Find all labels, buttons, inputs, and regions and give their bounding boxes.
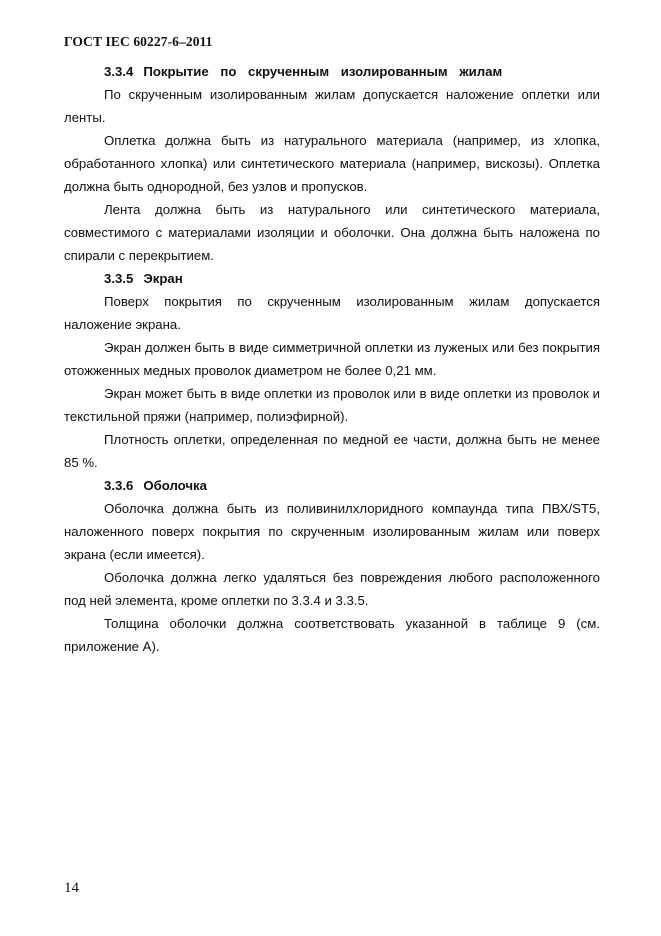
section-heading-3-3-4 bbox=[64, 60, 600, 83]
paragraph: Экран должен быть в виде симметричной оплетки из луженых или без покрытия отожженных медных проволок диаметром не более 0,21 мм. bbox=[64, 340, 600, 378]
paragraph: Оплетка должна быть из натурального материала (например, из хлопка, обработанного хлопка) или синтетического материала (например, вискозы). Оплетка должна быть однородной, без узлов и пропусков. bbox=[64, 133, 600, 194]
paragraph: Оболочка должна легко удаляться без повреждения любого расположенного под ней элемента, кроме оплетки по 3.3.4 и 3.3.5. bbox=[64, 570, 600, 608]
document-code-header: ГОСТ IEC 60227-6–2011 bbox=[64, 34, 213, 49]
document-body bbox=[64, 60, 600, 658]
paragraph: Экран может быть в виде оплетки из проволок или в виде оплетки из проволок и текстильной пряжи (например, полиэфирной). bbox=[64, 386, 600, 424]
section-number: 3.3.4 bbox=[104, 64, 134, 79]
section-number: 3.3.6 bbox=[104, 478, 134, 493]
section-title: Оболочка bbox=[143, 478, 207, 493]
paragraph: Толщина оболочки должна соответствовать указанной в таблице 9 (см. приложение А). bbox=[64, 616, 600, 654]
section-title: Экран bbox=[143, 271, 183, 286]
section-heading-3-3-5 bbox=[64, 267, 600, 290]
section-number: 3.3.5 bbox=[104, 271, 134, 286]
paragraph: Оболочка должна быть из поливинилхлоридного компаунда типа ПВХ/ST5, наложенного поверх покрытия по скрученным изолированным жилам или поверх экрана (если имеется). bbox=[64, 501, 600, 562]
paragraph: Лента должна быть из натурального или синтетического материала, совместимого с материалами изоляции и оболочки. Она должна быть наложена по спирали с перекрытием. bbox=[64, 202, 600, 263]
paragraph: Поверх покрытия по скрученным изолированным жилам допускается наложение экрана. bbox=[64, 294, 600, 332]
section-heading-3-3-6 bbox=[64, 474, 600, 497]
section-title: Покрытие по скрученным изолированным жилам bbox=[143, 64, 503, 79]
page-number: 14 bbox=[64, 880, 79, 896]
paragraph: Плотность оплетки, определенная по медной ее части, должна быть не менее 85 %. bbox=[64, 432, 600, 470]
paragraph: По скрученным изолированным жилам допускается наложение оплетки или ленты. bbox=[64, 87, 600, 125]
